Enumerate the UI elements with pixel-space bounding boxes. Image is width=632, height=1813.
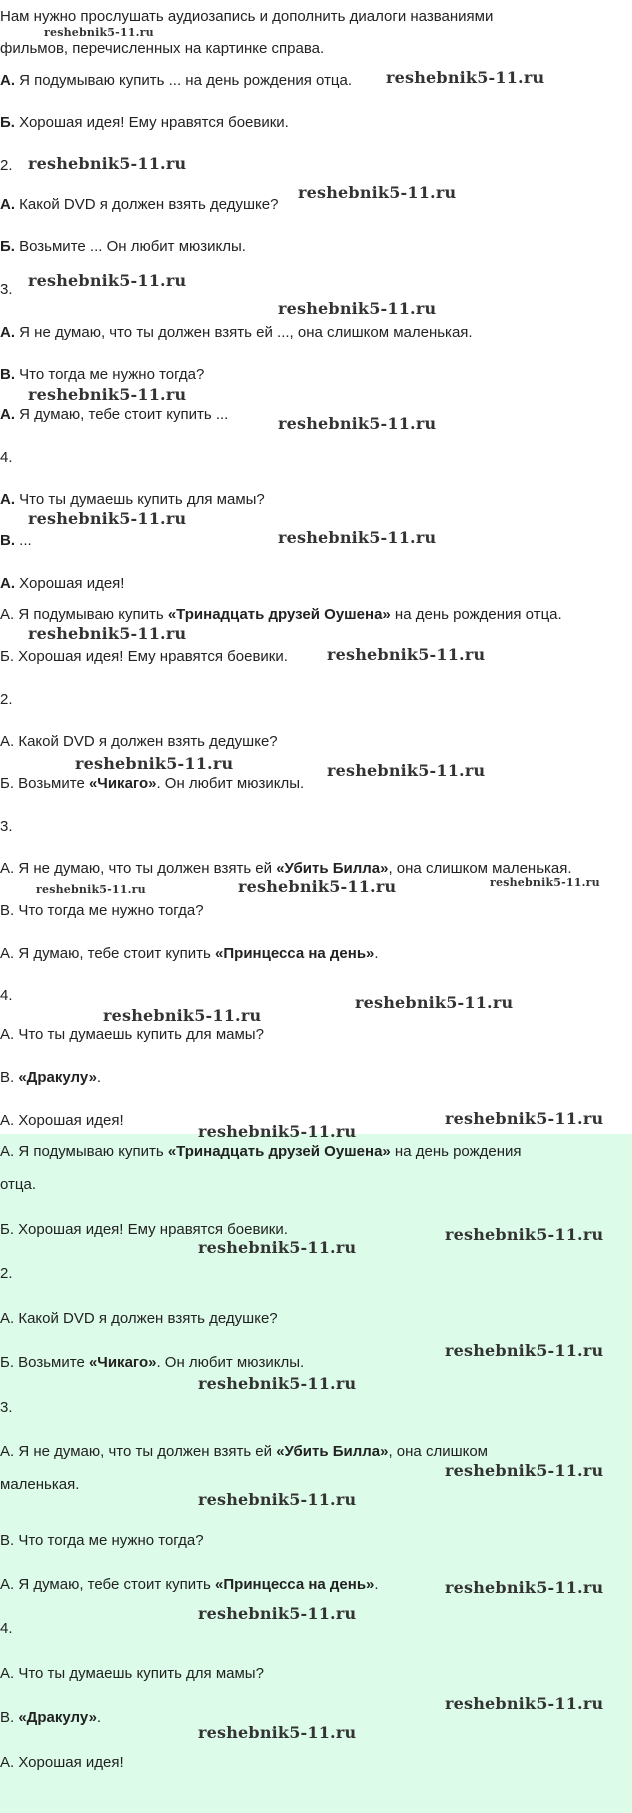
watermark: reshebnik5-11.ru bbox=[28, 509, 187, 528]
line-text: . Он любит мюзиклы. bbox=[156, 775, 305, 792]
movie-title: «Принцесса на день» bbox=[215, 1576, 375, 1593]
speaker-label: Б. bbox=[0, 238, 15, 255]
line-text: Что ты думаешь купить для мамы? bbox=[19, 491, 265, 508]
speaker-label: А. bbox=[0, 196, 15, 213]
speaker-label: В. bbox=[0, 532, 15, 549]
answer-line: А. Что ты думаешь купить для мамы? bbox=[0, 1665, 264, 1682]
line-text: Хорошая идея! Ему нравятся боевики. bbox=[19, 114, 289, 131]
line-text: А. Я думаю, тебе стоит купить bbox=[0, 1576, 216, 1593]
movie-title: «Чикаго» bbox=[88, 1354, 157, 1371]
intro-line: фильмов, перечисленных на картинке справа. bbox=[0, 40, 325, 57]
task-line bbox=[0, 406, 228, 424]
task-line bbox=[0, 238, 246, 256]
watermark: reshebnik5-11.ru bbox=[28, 271, 187, 290]
dialogue-number: 3. bbox=[0, 1399, 13, 1416]
dialogue-number: 3. bbox=[0, 281, 13, 298]
movie-title: «Убить Билла» bbox=[276, 860, 389, 877]
movie-title: «Дракулу» bbox=[18, 1709, 97, 1726]
line-text: на день рождения отца. bbox=[390, 606, 562, 623]
line-text: Я подумываю купить ... на день рождения отца. bbox=[19, 72, 353, 89]
answer-line: А. Какой DVD я должен взять дедушке? bbox=[0, 1310, 278, 1327]
answer-line: отца. bbox=[0, 1176, 36, 1193]
task-line bbox=[0, 196, 278, 214]
answer-line: Б. Хорошая идея! Ему нравятся боевики. bbox=[0, 1221, 288, 1238]
dialogue-number: 3. bbox=[0, 818, 13, 835]
line-text: А. Я подумываю купить bbox=[0, 1143, 168, 1160]
line-text: В. bbox=[0, 1069, 19, 1086]
line-text: А. Я думаю, тебе стоит купить bbox=[0, 945, 216, 962]
dialogue-number: 4. bbox=[0, 987, 13, 1004]
watermark: reshebnik5-11.ru bbox=[198, 1723, 357, 1742]
movie-title: «Убить Билла» bbox=[276, 1443, 389, 1460]
answer-line bbox=[0, 1443, 488, 1461]
watermark: reshebnik5-11.ru bbox=[278, 299, 437, 318]
answer-line bbox=[0, 1354, 304, 1372]
watermark: reshebnik5-11.ru bbox=[198, 1604, 357, 1623]
speaker-label: А. bbox=[0, 324, 15, 341]
task-line bbox=[0, 114, 289, 132]
movie-title: «Принцесса на день» bbox=[215, 945, 375, 962]
answer-line bbox=[0, 945, 379, 963]
speaker-label: В. bbox=[0, 366, 15, 383]
speaker-label: А. bbox=[0, 72, 15, 89]
line-text: на день рождения bbox=[390, 1143, 522, 1160]
answer-line bbox=[0, 860, 572, 878]
dialogue-number: 2. bbox=[0, 691, 13, 708]
watermark: reshebnik5-11.ru bbox=[490, 876, 600, 889]
speaker-label: А. bbox=[0, 575, 15, 592]
line-text: ... bbox=[19, 532, 32, 549]
line-text: Хорошая идея! bbox=[19, 575, 125, 592]
line-text: Б. Возьмите bbox=[0, 1354, 89, 1371]
task-line bbox=[0, 575, 124, 593]
task-line bbox=[0, 324, 473, 342]
watermark: reshebnik5-11.ru bbox=[198, 1374, 357, 1393]
watermark: reshebnik5-11.ru bbox=[445, 1461, 604, 1480]
intro-line: Нам нужно прослушать аудиозапись и дополнить диалоги названиями bbox=[0, 8, 494, 25]
answer-line bbox=[0, 1576, 379, 1594]
watermark: reshebnik5-11.ru bbox=[327, 761, 486, 780]
speaker-label: А. bbox=[0, 491, 15, 508]
speaker-label: Б. bbox=[0, 114, 15, 131]
movie-title: «Тринадцать друзей Оушена» bbox=[167, 606, 391, 623]
dialogue-number: 4. bbox=[0, 1620, 13, 1637]
movie-title: «Дракулу» bbox=[18, 1069, 97, 1086]
speaker-label: А. bbox=[0, 406, 15, 423]
answer-line: маленькая. bbox=[0, 1476, 80, 1493]
answer-line: А. Хорошая идея! bbox=[0, 1112, 124, 1129]
answer-line bbox=[0, 1143, 522, 1161]
watermark: reshebnik5-11.ru bbox=[445, 1109, 604, 1128]
answer-line bbox=[0, 1069, 101, 1087]
watermark: reshebnik5-11.ru bbox=[75, 754, 234, 773]
watermark: reshebnik5-11.ru bbox=[103, 1006, 262, 1025]
answer-line: А. Что ты думаешь купить для мамы? bbox=[0, 1026, 264, 1043]
watermark: reshebnik5-11.ru bbox=[298, 183, 457, 202]
watermark: reshebnik5-11.ru bbox=[28, 624, 187, 643]
watermark: reshebnik5-11.ru bbox=[445, 1578, 604, 1597]
task-line bbox=[0, 366, 204, 384]
line-text: Б. Возьмите bbox=[0, 775, 89, 792]
answer-line: Б. Хорошая идея! Ему нравятся боевики. bbox=[0, 648, 288, 665]
watermark: reshebnik5-11.ru bbox=[198, 1238, 357, 1257]
watermark: reshebnik5-11.ru bbox=[44, 26, 154, 39]
line-text: . bbox=[374, 1576, 379, 1593]
line-text: . Он любит мюзиклы. bbox=[156, 1354, 305, 1371]
line-text: А. Я не думаю, что ты должен взять ей bbox=[0, 860, 277, 877]
watermark: reshebnik5-11.ru bbox=[28, 154, 187, 173]
watermark: reshebnik5-11.ru bbox=[386, 68, 545, 87]
watermark: reshebnik5-11.ru bbox=[445, 1341, 604, 1360]
answer-line bbox=[0, 606, 562, 624]
line-text: . bbox=[96, 1069, 102, 1086]
dialogue-number: 2. bbox=[0, 157, 13, 174]
movie-title: «Тринадцать друзей Оушена» bbox=[167, 1143, 391, 1160]
answer-line bbox=[0, 775, 304, 793]
watermark: reshebnik5-11.ru bbox=[238, 877, 397, 896]
dialogue-number: 4. bbox=[0, 449, 13, 466]
line-text: . bbox=[374, 945, 379, 962]
line-text: Какой DVD я должен взять дедушке? bbox=[19, 196, 279, 213]
line-text: В. bbox=[0, 1709, 19, 1726]
answer-line: В. Что тогда ме нужно тогда? bbox=[0, 902, 204, 919]
dialogue-number: 2. bbox=[0, 1265, 13, 1282]
line-text: , она слишком маленькая. bbox=[388, 860, 572, 877]
watermark: reshebnik5-11.ru bbox=[327, 645, 486, 664]
watermark: reshebnik5-11.ru bbox=[28, 385, 187, 404]
line-text: Я думаю, тебе стоит купить ... bbox=[19, 406, 229, 423]
watermark: reshebnik5-11.ru bbox=[278, 528, 437, 547]
line-text: . bbox=[96, 1709, 102, 1726]
answer-line: А. Хорошая идея! bbox=[0, 1754, 124, 1771]
line-text: Я не думаю, что ты должен взять ей ..., она слишком маленькая. bbox=[19, 324, 473, 341]
line-text: Возьмите ... Он любит мюзиклы. bbox=[19, 238, 246, 255]
line-text: А. Я подумываю купить bbox=[0, 606, 168, 623]
movie-title: «Чикаго» bbox=[88, 775, 157, 792]
answer-line: В. Что тогда ме нужно тогда? bbox=[0, 1532, 204, 1549]
task-line bbox=[0, 491, 265, 509]
watermark: reshebnik5-11.ru bbox=[198, 1490, 357, 1509]
watermark: reshebnik5-11.ru bbox=[198, 1122, 357, 1141]
line-text: А. Я не думаю, что ты должен взять ей bbox=[0, 1443, 277, 1460]
answer-line: А. Какой DVD я должен взять дедушке? bbox=[0, 733, 278, 750]
watermark: reshebnik5-11.ru bbox=[445, 1694, 604, 1713]
watermark: reshebnik5-11.ru bbox=[355, 993, 514, 1012]
answer-line bbox=[0, 1709, 101, 1727]
watermark: reshebnik5-11.ru bbox=[278, 414, 437, 433]
line-text: Что тогда ме нужно тогда? bbox=[19, 366, 205, 383]
watermark: reshebnik5-11.ru bbox=[445, 1225, 604, 1244]
watermark: reshebnik5-11.ru bbox=[36, 883, 146, 896]
line-text: , она слишком bbox=[388, 1443, 488, 1460]
task-line bbox=[0, 532, 32, 550]
task-line bbox=[0, 72, 352, 90]
